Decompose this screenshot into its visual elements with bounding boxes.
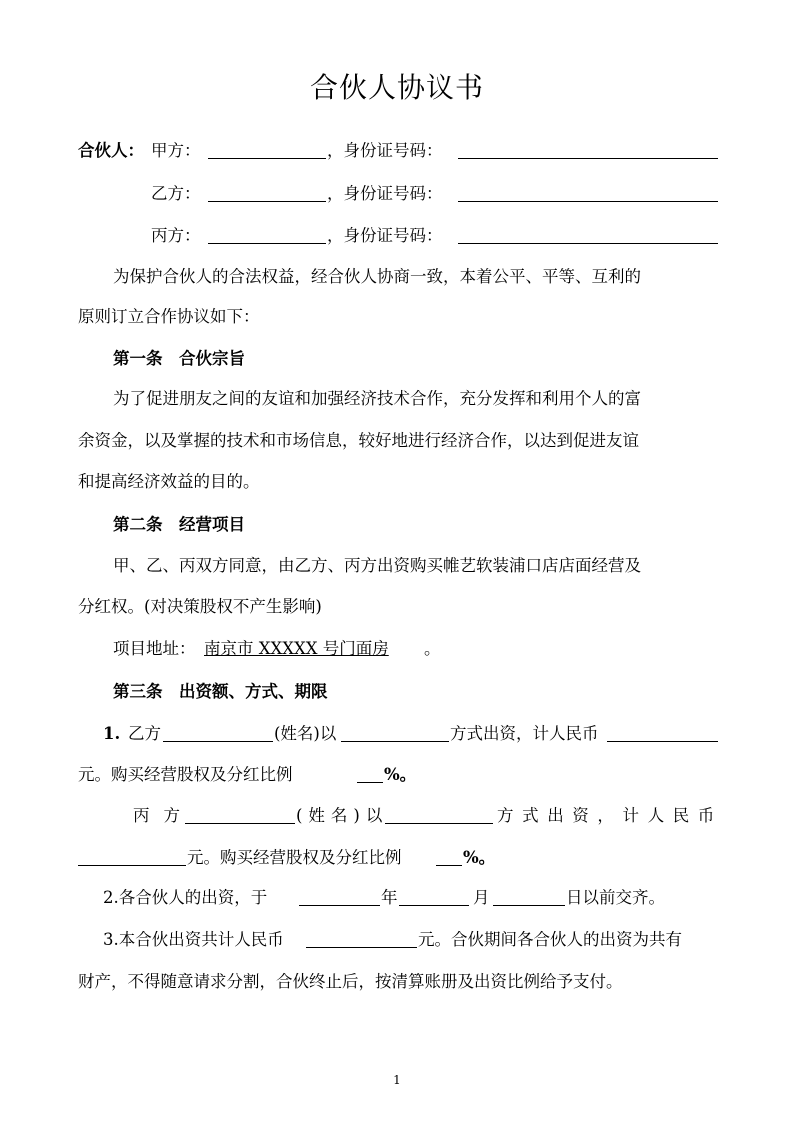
item3-amount-blank[interactable]: [306, 947, 417, 948]
item1-a-percent: %。: [384, 765, 417, 784]
document-title: 合伙人协议书: [309, 71, 484, 104]
item1-a-party: 乙方: [128, 724, 161, 743]
item1-b-line-1: [0, 803, 794, 829]
partner-row-a: [0, 138, 794, 164]
item1-b-line-2: [0, 845, 794, 871]
article2-text-1: 甲、乙、丙双方同意，由乙方、丙方出资购买帷艺软装浦口店店面经营及: [113, 556, 641, 575]
article2-heading: [0, 512, 794, 538]
project-address-value: 南京市 XXXXX 号门面房: [204, 639, 389, 658]
item2-year-blank[interactable]: [299, 905, 380, 906]
article1-heading-text: 第一条 合伙宗旨: [113, 349, 245, 368]
article1-line-2: [0, 428, 794, 454]
article1-heading: [0, 346, 794, 372]
item1-b-method-label: 方式出资，计人民币: [497, 806, 723, 825]
item1-b-name-label: (姓名)以: [296, 806, 389, 825]
article2-heading-text: 第二条 经营项目: [113, 515, 245, 534]
intro-line-1: [0, 264, 794, 290]
item1-a-line-1: [0, 721, 794, 747]
item1-b-share-label: 元。购买经营股权及分红比例: [187, 848, 402, 867]
party-c-name-blank[interactable]: [208, 243, 326, 244]
article2-line-1: [0, 553, 794, 579]
article3-heading-text: 第三条 出资额、方式、期限: [113, 682, 328, 701]
party-a-label: 甲方：: [151, 141, 201, 160]
item2-line: [0, 885, 794, 911]
party-b-name-blank[interactable]: [208, 201, 326, 202]
party-b-id-blank[interactable]: [458, 201, 718, 202]
item1-a-method-blank[interactable]: [341, 741, 449, 742]
item2-month-blank[interactable]: [399, 905, 469, 906]
item3-text-b: 元。合伙期间各合伙人的出资为共有: [418, 930, 682, 949]
party-b-id-label: ，身份证号码：: [327, 184, 443, 203]
item1-b-name-blank[interactable]: [185, 823, 295, 824]
item1-number: 1.: [103, 724, 121, 743]
party-a-name-blank[interactable]: [208, 158, 326, 159]
item1-a-method-label: 方式出资，计人民币: [450, 724, 599, 743]
intro-text-2: 原则订立合作协议如下：: [78, 307, 260, 326]
article1-text-1: 为了促进朋友之间的友谊和加强经济技术合作，充分发挥和利用个人的富: [113, 389, 641, 408]
item1-a-amount-blank[interactable]: [607, 741, 718, 742]
item2-month: 月: [473, 888, 490, 907]
intro-text-1: 为保护合伙人的合法权益，经合伙人协商一致，本着公平、平等、互利的: [113, 267, 641, 286]
partners-label: 合伙人：: [78, 141, 144, 160]
party-a-id-blank[interactable]: [458, 158, 718, 159]
item3-text-a: 3.本合伙出资共计人民币: [103, 930, 284, 949]
item1-a-share-blank[interactable]: [357, 782, 383, 783]
item1-a-line-2: [0, 762, 794, 788]
item1-b-percent: %。: [463, 848, 496, 867]
partner-row-b: [0, 181, 794, 207]
project-address-row: [0, 636, 794, 662]
item2-day-blank[interactable]: [493, 905, 565, 906]
item3-text-line-2: 财产，不得随意请求分割，合伙终止后，按清算账册及出资比例给予支付。: [78, 972, 623, 991]
party-c-id-label: ，身份证号码：: [327, 226, 443, 245]
article1-line-1: [0, 386, 794, 412]
item1-b-amount-blank[interactable]: [78, 865, 186, 866]
article1-text-2: 余资金，以及掌握的技术和市场信息，较好地进行经济合作，以达到促进友谊: [78, 431, 639, 450]
item1-a-name-label: (姓名)以: [274, 724, 337, 743]
party-b-label: 乙方：: [151, 184, 201, 203]
partner-row-c: [0, 223, 794, 249]
item1-a-name-blank[interactable]: [163, 741, 273, 742]
item2-text-a: 2.各合伙人的出资，于: [103, 888, 268, 907]
article3-heading: [0, 679, 794, 705]
item2-day: 日以前交齐。: [566, 888, 665, 907]
item3-line-2: [0, 969, 794, 995]
intro-line-2: [0, 304, 794, 330]
article1-text-3: 和提高经济效益的目的。: [78, 472, 260, 491]
project-address-end: 。: [424, 639, 441, 658]
article2-line-2: [0, 594, 794, 620]
item3-line-1: [0, 927, 794, 953]
item1-b-share-blank[interactable]: [436, 865, 462, 866]
item2-year: 年: [381, 888, 398, 907]
item1-b-party: 丙方: [133, 806, 194, 825]
item1-a-share-label: 元。购买经营股权及分红比例: [78, 765, 293, 784]
party-a-id-label: ，身份证号码：: [327, 141, 443, 160]
party-c-id-blank[interactable]: [458, 243, 718, 244]
page-number: 1: [393, 1073, 401, 1087]
party-c-label: 丙方：: [151, 226, 201, 245]
project-address-label: 项目地址：: [113, 639, 196, 658]
article2-text-2: 分红权。(对决策股权不产生影响): [78, 597, 322, 616]
item1-b-method-blank[interactable]: [385, 823, 493, 824]
article1-line-3: [0, 469, 794, 495]
